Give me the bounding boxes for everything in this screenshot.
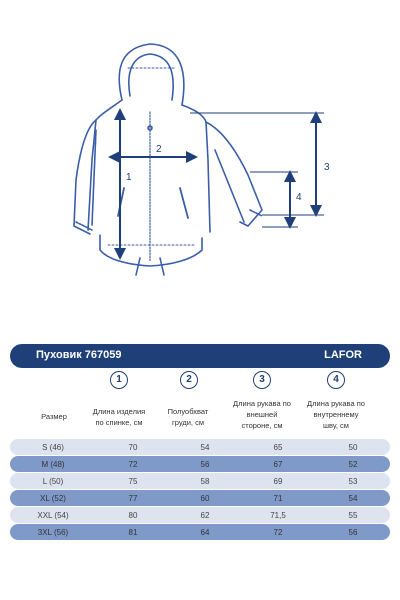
table-row: M (48) 72 56 67 52 — [10, 456, 390, 472]
measurement-number-row — [0, 371, 400, 389]
header-chest: Полуобхват груди, см — [167, 407, 209, 427]
dimension-label-4: 4 — [296, 192, 302, 203]
measure-number-2: 2 — [180, 371, 198, 389]
measure-number-1: 1 — [110, 371, 128, 389]
header-sleeve-inner: Длина рукава по внутреннему шву, см — [307, 399, 365, 430]
dimension-label-2: 2 — [156, 144, 162, 155]
header-length: Длина изделия по спинке, см — [92, 407, 146, 427]
dimension-label-3: 3 — [324, 162, 330, 173]
size-table — [10, 438, 390, 541]
dimension-label-1: 1 — [126, 172, 132, 183]
product-title: Пуховик 767059 — [36, 349, 122, 361]
table-row: XL (52) 77 60 71 54 — [10, 490, 390, 506]
brand-name: LAFOR — [324, 349, 362, 361]
table-row: S (46) 70 54 65 50 — [10, 439, 390, 455]
header-sleeve-outer: Длина рукава по внешней стороне, см — [233, 399, 291, 430]
measure-number-3: 3 — [253, 371, 271, 389]
product-banner — [10, 344, 390, 368]
measure-number-4: 4 — [327, 371, 345, 389]
header-size: Размер — [41, 412, 67, 421]
table-row: 3XL (56) 81 64 72 56 — [10, 524, 390, 540]
table-row: XXL (54) 80 62 71,5 55 — [10, 507, 390, 523]
table-row: L (50) 75 58 69 53 — [10, 473, 390, 489]
